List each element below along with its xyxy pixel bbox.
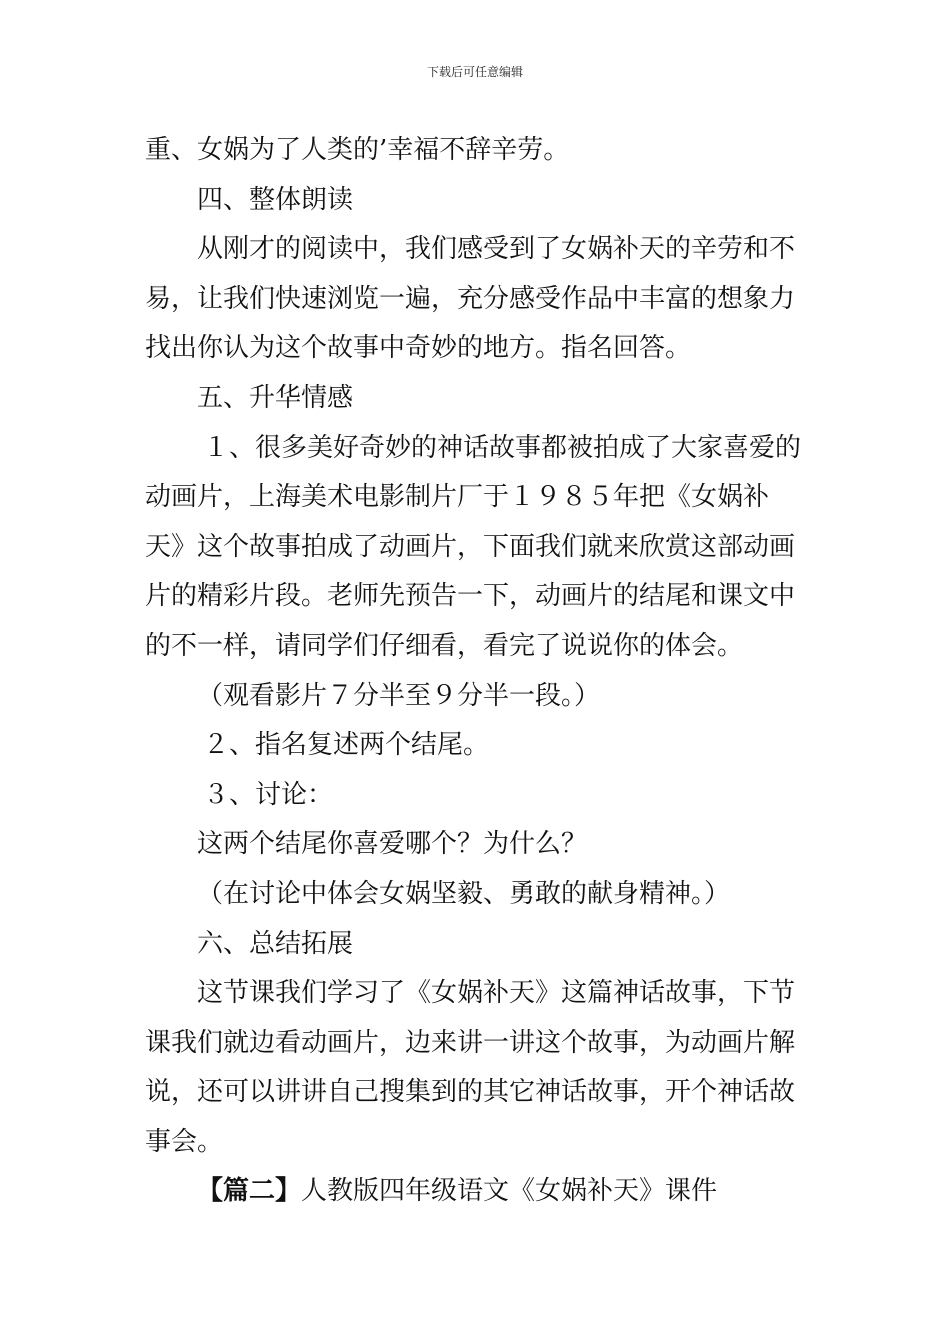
paragraph-line: 找出你认为这个故事中奇妙的地方。指名回答。 [145, 333, 692, 364]
numbered-item-1: １、很多美好奇妙的神话故事都被拍成了大家喜爱的 [203, 432, 802, 463]
paragraph-line: 课我们就边看动画片，边来讲一讲这个故事，为动画片解 [145, 1027, 796, 1058]
section-heading-four: 四、整体朗读 [197, 184, 354, 215]
paragraph-line: 这节课我们学习了《女娲补天》这篇神话故事，下节 [197, 978, 796, 1009]
paragraph-line: 片的精彩片段。老师先预告一下，动画片的结尾和课文中 [145, 581, 796, 612]
page-header: 下载后可任意编辑 [426, 65, 523, 79]
question-line: 这两个结尾你喜爱哪个？为什么？ [197, 829, 588, 860]
paragraph-line: 事会。 [145, 1126, 224, 1157]
document-body [145, 126, 810, 1217]
part-two-bracket: 【篇二】 [197, 1176, 302, 1207]
paragraph-line: 从刚才的阅读中，我们感受到了女娲补天的辛劳和不 [197, 234, 796, 265]
paragraph-line: 易，让我们快速浏览一遍，充分感受作品中丰富的想象力 [145, 283, 796, 314]
part-two-title: 人教版四年级语文《女娲补天》课件 [301, 1176, 718, 1207]
part-two-heading [145, 1167, 810, 1217]
section-heading-six: 六、总结拓展 [197, 928, 354, 959]
paragraph-line: 的不一样，请同学们仔细看，看完了说说你的体会。 [145, 630, 744, 661]
section-heading-five: 五、升华情感 [197, 382, 354, 413]
paragraph-line: 天》这个故事拍成了动画片，下面我们就来欣赏这部动画 [145, 531, 796, 562]
paragraph-line: 说，还可以讲讲自己搜集到的其它神话故事，开个神话故 [145, 1077, 796, 1108]
numbered-item-2: ２、指名复述两个结尾。 [203, 730, 490, 761]
paragraph-line: 重、女娲为了人类的’幸福不辞辛劳。 [145, 135, 570, 165]
numbered-item-3: ３、讨论： [203, 779, 334, 810]
paragraph-line: 动画片，上海美术电影制片厂于１９８５年把《女娲补 [145, 482, 770, 513]
note-line: （在讨论中体会女娲坚毅、勇敢的献身精神。） [197, 878, 731, 909]
note-line: （观看影片７分半至９分半一段。） [197, 680, 601, 711]
